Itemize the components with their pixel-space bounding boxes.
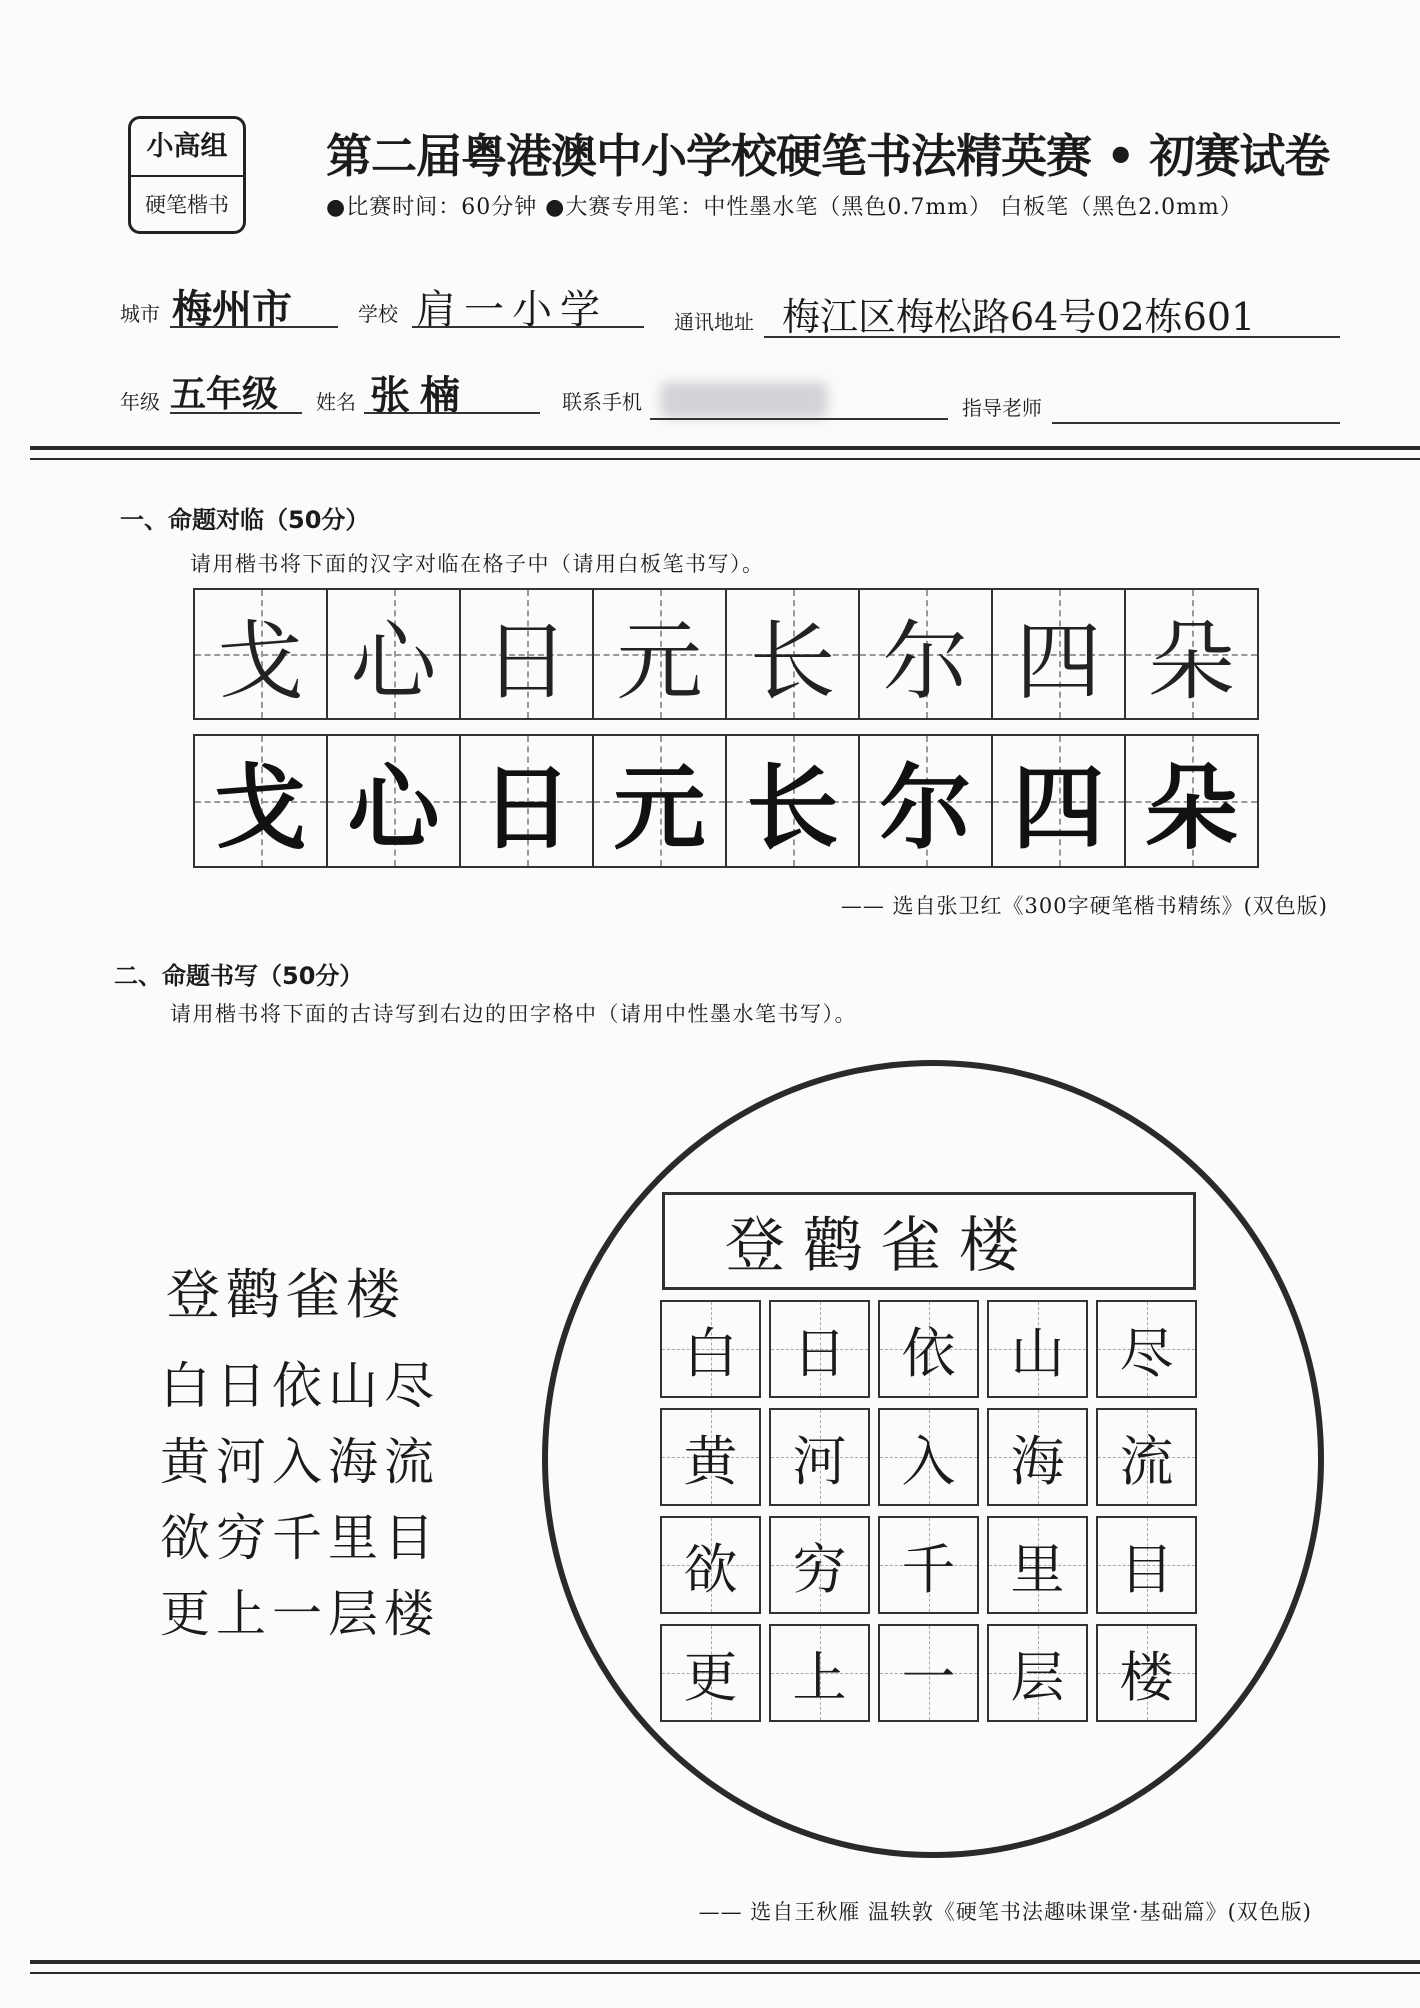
poem-grid-cell: 上 — [769, 1624, 870, 1722]
grade-underline — [170, 412, 302, 414]
address-value: 梅江区梅松路64号02栋601 — [782, 295, 1256, 339]
poem-title: 登鹳雀楼 — [166, 1263, 406, 1326]
poem-grid-cell: 白 — [660, 1300, 761, 1398]
written-cell: 尔 — [860, 736, 993, 866]
header-divider-thick — [30, 446, 1420, 450]
badge-category-label: 硬笔楷书 — [145, 193, 229, 217]
poem-grid-cell: 里 — [987, 1516, 1088, 1614]
section2-source: —— 选自王秋雁 温轶敦《硬笔书法趣味课堂·基础篇》(双色版) — [698, 1900, 1312, 1924]
section2-instruction: 请用楷书将下面的古诗写到右边的田字格中（请用中性墨水笔书写）。 — [170, 1002, 857, 1026]
teacher-underline — [1052, 422, 1340, 424]
header-divider-thin — [30, 458, 1420, 460]
model-cell: 长 — [727, 590, 860, 718]
phone-value-redacted — [660, 382, 828, 418]
model-cell: 元 — [594, 590, 727, 718]
page-title: 第二届粤港澳中小学校硬笔书法精英赛 • 初赛试卷 — [326, 129, 1330, 183]
model-cell: 尔 — [860, 590, 993, 718]
section1-source: —— 选自张卫红《300字硬笔楷书精练》(双色版) — [840, 894, 1328, 918]
poem-grid-cell: 千 — [878, 1516, 979, 1614]
poem-line-3: 欲穷千里目 — [160, 1509, 440, 1567]
section2-title: 二、命题书写（50分） — [114, 962, 364, 990]
grade-value: 五年级 — [170, 373, 279, 415]
poem-grid-cell: 楼 — [1096, 1624, 1197, 1722]
written-character-row — [193, 734, 1259, 868]
written-cell: 朵 — [1126, 736, 1257, 866]
name-underline — [364, 412, 540, 414]
poem-line-1: 白日依山尽 — [160, 1357, 440, 1415]
poem-grid-cell: 流 — [1096, 1408, 1197, 1506]
poem-grid-cell: 欲 — [660, 1516, 761, 1614]
model-character-row — [193, 588, 1259, 720]
poem-grid-cell: 海 — [987, 1408, 1088, 1506]
city-value: 梅州市 — [172, 286, 292, 333]
model-cell: 四 — [993, 590, 1126, 718]
poem-grid-cell: 黄 — [660, 1408, 761, 1506]
poem-grid-cell: 河 — [769, 1408, 870, 1506]
city-label: 城市 — [120, 302, 160, 326]
city-underline — [170, 326, 338, 328]
poem-grid-cell: 穷 — [769, 1516, 870, 1614]
written-poem-title: 登鹳雀楼 — [725, 1211, 1037, 1281]
poem-grid-cell: 依 — [878, 1300, 979, 1398]
written-cell: 日 — [461, 736, 594, 866]
model-cell: 心 — [328, 590, 461, 718]
school-value: 肩一小学 — [416, 287, 608, 333]
page-subtitle: ●比赛时间：60分钟 ●大赛专用笔：中性墨水笔（黑色0.7mm） 白板笔（黑色2.0mm） — [326, 195, 1243, 220]
poem-grid-cell: 日 — [769, 1300, 870, 1398]
badge-group-label: 小高组 — [131, 119, 243, 177]
section1-instruction: 请用楷书将下面的汉字对临在格子中（请用白板笔书写）。 — [190, 552, 765, 576]
poem-grid-cell: 更 — [660, 1624, 761, 1722]
name-value: 张楠 — [370, 372, 470, 419]
phone-label: 联系手机 — [562, 390, 642, 414]
poem-grid-cell: 入 — [878, 1408, 979, 1506]
poem-line-4: 更上一层楼 — [160, 1585, 440, 1643]
written-poem-title-box — [662, 1192, 1196, 1290]
written-cell: 四 — [993, 736, 1126, 866]
poem-line-2: 黄河入海流 — [160, 1433, 440, 1491]
model-cell: 戈 — [195, 590, 328, 718]
poem-grid-cell: 尽 — [1096, 1300, 1197, 1398]
section1-title: 一、命题对临（50分） — [120, 506, 370, 534]
school-underline — [412, 326, 644, 328]
model-cell: 朵 — [1126, 590, 1257, 718]
address-underline — [764, 336, 1340, 338]
footer-divider-thick — [30, 1960, 1420, 1964]
poem-grid-cell: 山 — [987, 1300, 1088, 1398]
written-cell: 戈 — [195, 736, 328, 866]
teacher-label: 指导老师 — [962, 396, 1042, 420]
school-label: 学校 — [358, 302, 398, 326]
poem-grid-cell: 层 — [987, 1624, 1088, 1722]
address-label: 通讯地址 — [674, 310, 754, 334]
written-cell: 元 — [594, 736, 727, 866]
footer-divider-thin — [30, 1972, 1420, 1974]
poem-grid-cell: 目 — [1096, 1516, 1197, 1614]
group-badge — [128, 116, 246, 234]
model-cell: 日 — [461, 590, 594, 718]
written-cell: 长 — [727, 736, 860, 866]
written-cell: 心 — [328, 736, 461, 866]
poem-grid-cell: 一 — [878, 1624, 979, 1722]
name-label: 姓名 — [316, 390, 356, 414]
grade-label: 年级 — [120, 390, 160, 414]
phone-underline — [650, 418, 948, 420]
